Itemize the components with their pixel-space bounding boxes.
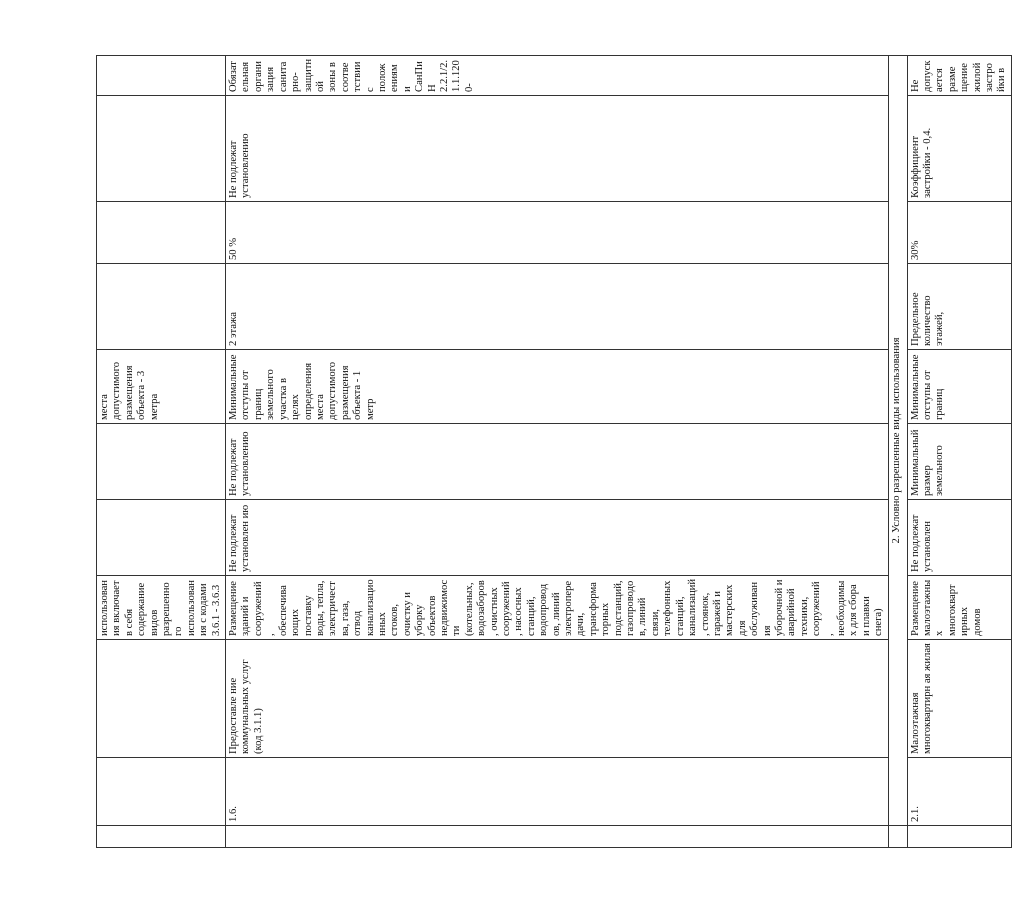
table-row-1-6	[226, 56, 889, 848]
cell-num	[97, 758, 226, 826]
cell-col8: 30%	[907, 202, 1011, 264]
land-use-regulations-table	[96, 55, 1012, 848]
cell-col8: 50 %	[226, 202, 889, 264]
cell-empty-left	[907, 826, 1011, 848]
cell-col10	[97, 56, 226, 96]
cell-col10: Не допускается размещение жилой застройки в	[907, 56, 1011, 96]
cell-col6: Минимальные отступы от границ земельного участка в целях определения места допустимого размещения объекта - 1 метр	[226, 350, 889, 424]
cell-type	[97, 640, 226, 758]
cell-col5: Минимальный размер земельного	[907, 424, 1011, 500]
cell-col4: Не подлежат установлен ию	[226, 500, 889, 576]
table-row-continued	[97, 56, 226, 848]
cell-col9: Не подлежат установлению	[226, 96, 889, 202]
cell-col7: Предельное количество этажей,	[907, 264, 1011, 350]
cell-col9: Коэффициент застройки - 0,4.	[907, 96, 1011, 202]
cell-col6: Минимальные отступы от границ	[907, 350, 1011, 424]
cell-col5: Не подлежат установлению	[226, 424, 889, 500]
cell-description: использования включает в себя содержание видов разрешенного использования с кодами 3.6.1 - 3.6.3	[97, 576, 226, 640]
section-title: 2. Условно разрешенные виды использования	[888, 56, 907, 826]
cell-type: Малоэтажная многоквартирн ая жилая	[907, 640, 1011, 758]
cell-col6: места допустимого размещения объекта - 3 метра	[97, 350, 226, 424]
cell-col8	[97, 202, 226, 264]
cell-col10: Обязательная организация санитарно-защитной зоны в соответствии с положениями СанПиН 2.2.1/2.1.1.1200-	[226, 56, 889, 96]
cell-col7	[97, 264, 226, 350]
cell-type: Предоставле ние коммунальных услуг (код 3.1.1)	[226, 640, 889, 758]
cell-col4	[97, 500, 226, 576]
cell-col9	[97, 96, 226, 202]
cell-description: Размещение малоэтажных многоквартирных домов	[907, 576, 1011, 640]
cell-num: 1.6.	[226, 758, 889, 826]
rotated-table-wrapper	[96, 56, 1008, 848]
cell-empty-left	[226, 826, 889, 848]
cell-empty-left	[97, 826, 226, 848]
cell-description: Размещение зданий и сооружений, обеспечивающих поставку воды, тепла, электричества, газа, отвод канализационных стоков, очистку и уборку объектов недвижимости (котельных, водозаборов, очистных сооружений, насосных станций, водопроводов, линий электропередачи, трансформаторных подстанций, газопроводов, линий связи, телефонных станций, канализаций, стоянок, гаражей и мастерских для обслуживания уборочной и аварийной техники, сооружений, необходимых для сбора и плавки снега)	[226, 576, 889, 640]
table-row-2-1	[907, 56, 1011, 848]
cell-col5	[97, 424, 226, 500]
cell-col4: Не подлежат установлен	[907, 500, 1011, 576]
section-header-row	[888, 56, 907, 848]
cell-col7: 2 этажа	[226, 264, 889, 350]
cell-num: 2.1.	[907, 758, 1011, 826]
cell-empty-left	[888, 826, 907, 848]
